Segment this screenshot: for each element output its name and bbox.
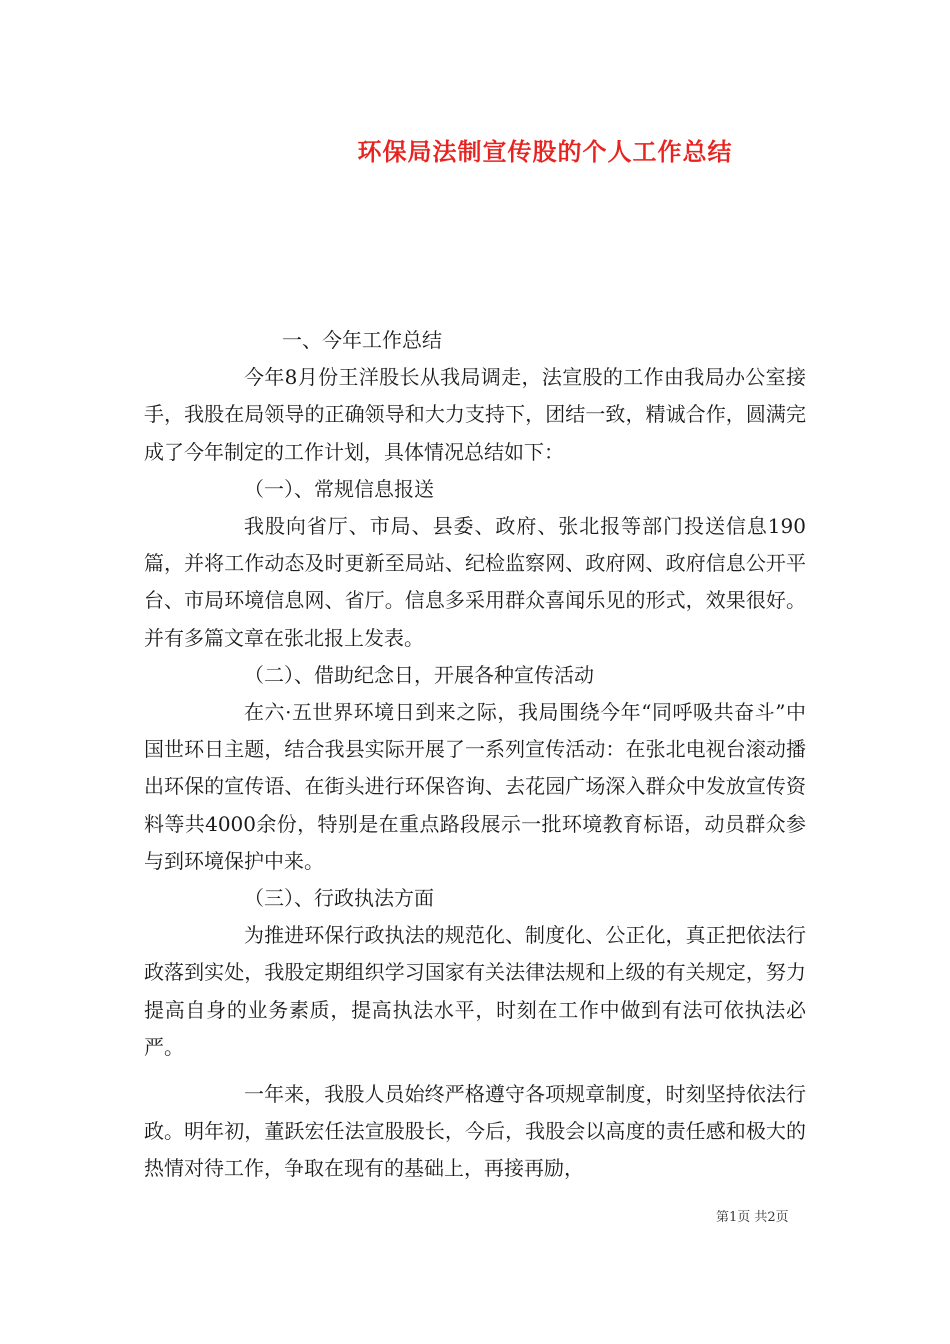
body-paragraph: 我股向省厅、市局、县委、政府、张北报等部门投送信息190篇，并将工作动态及时更新至局站、纪检监察网、政府网、政府信息公开平台、市局环境信息网、省厅。信息多采用群众喜闻乐见的形式，效果很好。并有多篇文章在张北报上发表。 xyxy=(144,514,806,650)
document-body xyxy=(144,322,806,1188)
body-paragraph: 在六·五世界环境日到来之际，我局围绕今年“同呼吸共奋斗”中国世环日主题，结合我县实际开展了一系列宣传活动：在张北电视台滚动播出环保的宣传语、在街头进行环保咨询、去花园广场深入群众中发放宣传资料等共4000余份，特别是在重点路段展示一批环境教育标语，动员群众参与到环境保护中来。 xyxy=(144,700,806,873)
body-paragraph: 为推进环保行政执法的规范化、制度化、公正化，真正把依法行政落到实处，我股定期组织学习国家有关法律法规和上级的有关规定，努力提高自身的业务素质，提高执法水平，时刻在工作中做到有法可依执法必严。 xyxy=(144,923,806,1059)
document-title: 环保局法制宣传股的个人工作总结 xyxy=(357,137,733,166)
section-heading: 一、今年工作总结 xyxy=(282,328,442,352)
body-paragraph: 一年来，我股人员始终严格遵守各项规章制度，时刻坚持依法行政。明年初，董跃宏任法宣股股长，今后，我股会以高度的责任感和极大的热情对待工作，争取在现有的基础上，再接再励， xyxy=(144,1082,806,1181)
body-paragraph: 今年8月份王洋股长从我局调走，法宣股的工作由我局办公室接手，我股在局领导的正确领导和大力支持下，团结一致，精诚合作，圆满完成了今年制定的工作计划，具体情况总结如下： xyxy=(144,365,806,464)
subsection-heading: （三）、行政执法方面 xyxy=(244,886,434,911)
subsection-heading: （一）、常规信息报送 xyxy=(244,476,434,501)
subsection-heading: （二）、借助纪念日，开展各种宣传活动 xyxy=(244,662,594,687)
page-number-footer: 第1页 共2页 xyxy=(716,1210,789,1225)
